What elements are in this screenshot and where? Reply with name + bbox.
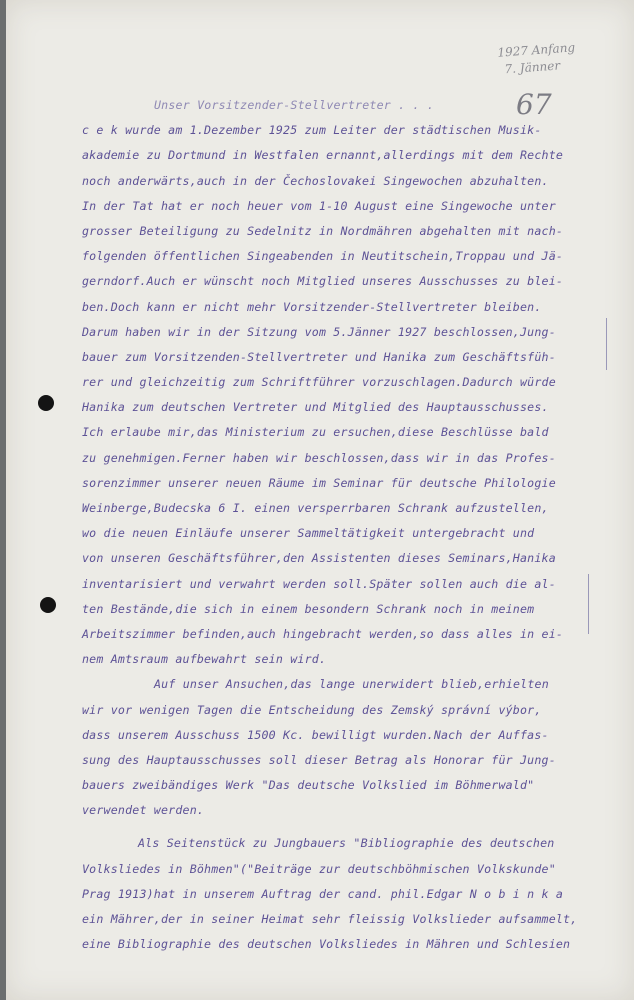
text-line: Auf unser Ansuchen,das lange unerwidert blieb,erhielten — [154, 677, 549, 692]
annotation-line-2: 7. Jänner — [504, 58, 561, 77]
text-line: gerndorf.Auch er wünscht noch Mitglied unseres Ausschusses zu blei- — [82, 274, 564, 289]
text-line: In der Tat hat er noch heuer vom 1-10 August eine Singewoche unter — [82, 198, 556, 213]
text-line: eine Bibliographie des deutschen Volksliedes in Mähren und Schlesien — [82, 937, 571, 952]
handwritten-annotation — [497, 39, 577, 78]
text-line: dass unserem Ausschuss 1500 Kc. bewilligt wurden.Nach der Auffas- — [82, 727, 549, 742]
text-line: Hanika zum deutschen Vertreter und Mitglied des Hauptausschusses. — [82, 400, 549, 415]
text-line: wo die neuen Einläufe unserer Sammeltätigkeit untergebracht und — [82, 526, 535, 541]
text-line: bauer zum Vorsitzenden-Stellvertreter und Hanika zum Geschäftsfüh- — [82, 349, 556, 364]
text-line: c e k wurde am 1.Dezember 1925 zum Leiter der städtischen Musik- — [82, 123, 542, 138]
text-line: ten Bestände,die sich in einem besondern Schrank noch in meinem — [82, 601, 535, 616]
text-line: grosser Beteiligung zu Sedelnitz in Nordmähren abgehalten mit nach- — [82, 223, 564, 238]
text-line: Als Seitenstück zu Jungbauers "Bibliographie des deutschen — [138, 836, 555, 851]
text-line: Darum haben wir in der Sitzung vom 5.Jänner 1927 beschlossen,Jung- — [82, 324, 556, 339]
text-line: noch anderwärts,auch in der Čechoslovakei Singewochen abzuhalten. — [82, 173, 549, 188]
text-line: Weinberge,Budecska 6 I. einen versperrbaren Schrank aufzustellen, — [82, 501, 549, 515]
text-line: Volksliedes in Böhmen"("Beiträge zur deutschböhmischen Volkskunde" — [82, 861, 556, 876]
text-line: Ich erlaube mir,das Ministerium zu ersuchen,diese Beschlüsse bald — [82, 425, 549, 440]
text-line: verwendet werden. — [82, 803, 205, 818]
text-line: rer und gleichzeitig zum Schriftführer vorzuschlagen.Dadurch würde — [82, 375, 556, 390]
text-line: zu genehmigen.Ferner haben wir beschlossen,dass wir in das Profes- — [82, 450, 556, 465]
document-page — [6, 0, 634, 1000]
punch-hole-bottom — [40, 597, 56, 613]
text-line: ein Mährer,der in seiner Heimat sehr fleissig Volkslieder aufsammelt, — [82, 912, 578, 926]
text-line: Unser Vorsitzender-Stellvertreter . . . — [154, 98, 435, 112]
text-line: sorenzimmer unserer neuen Räume im Seminar für deutsche Philologie — [82, 475, 556, 490]
typed-text-body — [82, 93, 602, 957]
text-line: bauers zweibändiges Werk "Das deutsche Volkslied im Böhmerwald" — [82, 778, 535, 793]
text-line: inventarisiert und verwahrt werden soll.Später sollen auch die al- — [82, 576, 556, 591]
text-line: ben.Doch kann er nicht mehr Vorsitzender-Stellvertreter bleiben. — [82, 299, 542, 314]
text-line: akademie zu Dortmund in Westfalen ernannt,allerdings mit dem Rechte — [82, 148, 564, 163]
margin-mark-top — [606, 318, 607, 370]
page-number: 67 — [516, 88, 552, 121]
punch-hole-top — [38, 395, 54, 411]
text-line: Prag 1913)hat in unserem Auftrag der cand. phil.Edgar N o b i n k a — [82, 886, 564, 901]
annotation-line-1: 1927 Anfang — [497, 40, 576, 60]
text-line: folgenden öffentlichen Singeabenden in Neutitschein,Troppau und Jä- — [82, 249, 564, 264]
text-line: nem Amtsraum aufbewahrt sein wird. — [82, 652, 327, 667]
text-line: von unseren Geschäftsführer,den Assistenten dieses Seminars,Hanika — [82, 551, 556, 566]
text-line: Arbeitszimmer befinden,auch hingebracht werden,so dass alles in ei- — [82, 626, 564, 641]
text-line: wir vor wenigen Tagen die Entscheidung des Zemský správní výbor, — [82, 702, 542, 717]
text-line: sung des Hauptausschusses soll dieser Betrag als Honorar für Jung- — [82, 752, 556, 767]
